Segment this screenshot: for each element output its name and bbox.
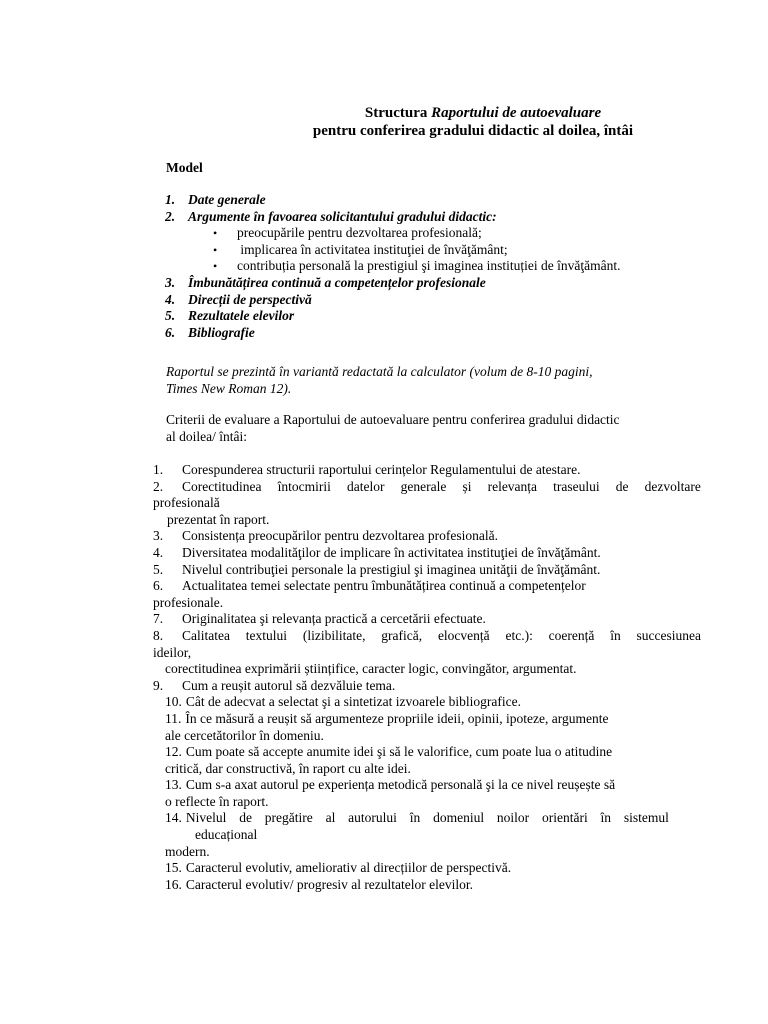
- criterion-word: domeniul: [433, 810, 485, 826]
- criterion-word: Corectitudinea: [182, 478, 262, 494]
- criterion-word: dezvoltare: [644, 478, 701, 494]
- criterion-word: grafică,: [381, 627, 423, 643]
- criterion-1: [153, 462, 701, 479]
- criterion-14: [153, 810, 669, 827]
- criterion-11-wrap: ale cercetătorilor în domeniu.: [165, 727, 324, 743]
- bullet-text: preocupările pentru dezvoltarea profesională;: [237, 225, 482, 241]
- criterion-word: Calitatea: [182, 627, 230, 643]
- criterion-text: Caracterul evolutiv/ progresiv al rezultatelor elevilor.: [185, 876, 474, 892]
- criterion-word: de: [615, 478, 629, 494]
- criterion-word: autorului: [348, 810, 397, 826]
- criterion-text: Cum a reușit autorul să dezvăluie tema.: [182, 677, 396, 693]
- outline-text: Bibliografie: [188, 324, 255, 340]
- bullet-item: [165, 242, 725, 259]
- outline-number: 4.: [165, 291, 176, 307]
- criterion-text: Actualitatea temei selectate pentru îmbunătățirea continuă a competențelor: [182, 578, 586, 594]
- criterion-number: 15.: [165, 860, 182, 876]
- outline-text: Direcții de perspectivă: [188, 291, 312, 307]
- criterion-lead: [165, 810, 226, 827]
- criterion-2: [153, 479, 701, 496]
- criterion-text: Consistența preocupărilor pentru dezvoltarea profesională.: [182, 528, 499, 544]
- criterion-number: 5.: [153, 561, 164, 577]
- criterion-14-wrap: educațional: [195, 827, 258, 843]
- criteria-intro: [166, 412, 696, 445]
- criterion-word: coerență: [548, 627, 595, 643]
- criterion-number: 4.: [153, 544, 164, 560]
- format-note: [166, 364, 666, 397]
- criterion-word: în: [409, 810, 421, 826]
- criterion-word: etc.):: [505, 627, 533, 643]
- criterion-number: 11.: [165, 710, 182, 726]
- bullet-item: [165, 258, 725, 275]
- criterion-number: 16.: [165, 876, 182, 892]
- criterion-number: 3.: [153, 528, 164, 544]
- outline-text: Rezultatele elevilor: [188, 308, 295, 324]
- criterion-word: noilor: [496, 810, 530, 826]
- criterion-word: generale: [400, 478, 447, 494]
- criterion-13: [153, 777, 701, 794]
- outline-text: Îmbunătățirea continuă a competențelor profesionale: [188, 274, 486, 290]
- criterion-15: [153, 860, 701, 877]
- criterion-text: Diversitatea modalităţilor de implicare în activitatea instituţiei de învăţământ.: [182, 544, 601, 560]
- criterion-text: Corespunderea structurii raportului cerințelor Regulamentului de atestare.: [182, 462, 581, 477]
- model-label: Model: [166, 160, 203, 175]
- criterion-word: succesiunea: [636, 627, 701, 643]
- criterion-word: traseului: [553, 478, 600, 494]
- criterion-number: 13.: [165, 777, 182, 793]
- criterion-word: în: [600, 810, 612, 826]
- criterion-word: relevanța: [487, 478, 538, 494]
- outline-item: [165, 209, 725, 226]
- criterion-12-wrap: critică, dar constructivă, în raport cu alte idei.: [165, 760, 411, 776]
- criterion-lead: [153, 628, 230, 645]
- criterion-text: Cât de adecvat a selectat şi a sintetizat izvoarele bibliografice.: [185, 694, 521, 710]
- outline-item: [165, 192, 725, 209]
- criterion-number: 12.: [165, 744, 182, 760]
- outline-item: [165, 325, 725, 342]
- outline-number: 5.: [165, 308, 176, 324]
- outline-number: 6.: [165, 324, 176, 340]
- criterion-word: orientări: [541, 810, 588, 826]
- bullet-dot-icon: •: [213, 259, 218, 274]
- criterion-number: 6.: [153, 578, 164, 594]
- criterion-text: În ce măsură a reușit să argumenteze propriile ideii, opinii, ipoteze, argumente: [185, 710, 609, 726]
- criterion-text: Nivelul contribuţiei personale la prestigiul şi imaginea unităţii de învăţământ.: [182, 561, 601, 577]
- criterion-12: [153, 744, 701, 761]
- bullet-text: implicarea în activitatea instituţiei de învăţământ;: [237, 241, 508, 257]
- criterion-4: [153, 545, 701, 562]
- outline-item: [165, 292, 725, 309]
- criterion-2-wrap: profesională: [153, 495, 220, 511]
- criterion-text: Originalitatea şi relevanța practică a cercetării efectuate.: [182, 611, 486, 627]
- criterion-11: [153, 711, 701, 728]
- criterion-8-wrap: ideilor,: [153, 644, 192, 660]
- outline-item: [165, 308, 725, 325]
- criterion-word: (lizibilitate,: [302, 627, 366, 643]
- outline-text: Date generale: [188, 192, 266, 207]
- criterion-number: 1.: [153, 462, 164, 477]
- criterion-word: datelor: [346, 478, 385, 494]
- criterion-5: [153, 562, 701, 579]
- criterion-lead: [153, 479, 261, 496]
- criterion-number: 2.: [153, 478, 164, 494]
- criterion-text: Cum poate să accepte anumite idei şi să le valorifice, cum poate lua o atitudine: [185, 744, 613, 760]
- criterion-10: [153, 694, 701, 711]
- outline-text: Argumente în favoarea solicitantului gradului didactic:: [188, 208, 497, 224]
- criterion-7: [153, 611, 701, 628]
- criterion-13-wrap: o reflecte în raport.: [165, 793, 269, 809]
- criterion-text: Cum s-a axat autorul pe experiența metodică personală şi la ce nivel reușește să: [185, 777, 616, 793]
- criterion-word: Nivelul: [185, 810, 227, 826]
- criterion-6-wrap: profesionale.: [153, 594, 224, 610]
- criterion-word: elocvență: [437, 627, 490, 643]
- document-title-line-1: [0, 104, 768, 122]
- criterion-word: al: [325, 810, 336, 826]
- criterion-word: textului: [245, 627, 288, 643]
- title-italic: Raportului de autoevaluare: [431, 105, 602, 121]
- outline-number: 3.: [165, 274, 176, 290]
- outline-item: [165, 275, 725, 292]
- criterion-14-cont: modern.: [165, 843, 210, 859]
- criterion-number: 7.: [153, 611, 164, 627]
- report-structure-outline: [165, 192, 725, 341]
- criterion-word: și: [462, 478, 472, 494]
- criterion-16: [153, 877, 701, 894]
- argument-bullet-list: [165, 225, 725, 275]
- bullet-dot-icon: •: [213, 226, 218, 241]
- bullet-text: contribuția personală la prestigiul şi imaginea instituției de învăţământ.: [237, 258, 621, 274]
- criterion-9: [153, 678, 701, 695]
- title-prefix: Structura: [364, 105, 432, 121]
- criterion-3: [153, 528, 701, 545]
- bullet-item: [165, 225, 725, 242]
- outline-number: 1.: [165, 192, 176, 207]
- criterion-word: în: [610, 627, 621, 643]
- criterion-number: 8.: [153, 627, 164, 643]
- intro-line: al doilea/ întâi:: [166, 428, 247, 444]
- outline-number: 2.: [165, 208, 176, 224]
- criterion-text: Caracterul evolutiv, ameliorativ al direcțiilor de perspectivă.: [185, 860, 512, 876]
- evaluation-criteria-list: [153, 462, 701, 893]
- criterion-number: 14.: [165, 810, 182, 826]
- bullet-dot-icon: •: [213, 242, 218, 257]
- criterion-6: [153, 578, 701, 595]
- criterion-8-cont: corectitudinea exprimării științifice, caracter logic, convingător, argumentat.: [165, 661, 577, 677]
- criterion-word: pregătire: [264, 810, 313, 826]
- criterion-word: sistemul: [623, 810, 669, 826]
- criterion-2-cont: prezentat în raport.: [167, 511, 270, 527]
- intro-line: Criterii de evaluare a Raportului de autoevaluare pentru conferirea gradului didactic: [166, 412, 620, 427]
- criterion-word: de: [239, 810, 252, 826]
- document-title-line-2: pentru conferirea gradului didactic al doilea, întâi: [312, 123, 634, 139]
- note-line: Raportul se prezintă în variantă redactată la calculator (volum de 8-10 pagini,: [166, 364, 593, 379]
- criterion-word: întocmirii: [277, 478, 331, 494]
- note-line: Times New Roman 12).: [166, 380, 292, 396]
- criterion-8: [153, 628, 701, 645]
- criterion-number: 9.: [153, 677, 164, 693]
- criterion-number: 10.: [165, 694, 182, 710]
